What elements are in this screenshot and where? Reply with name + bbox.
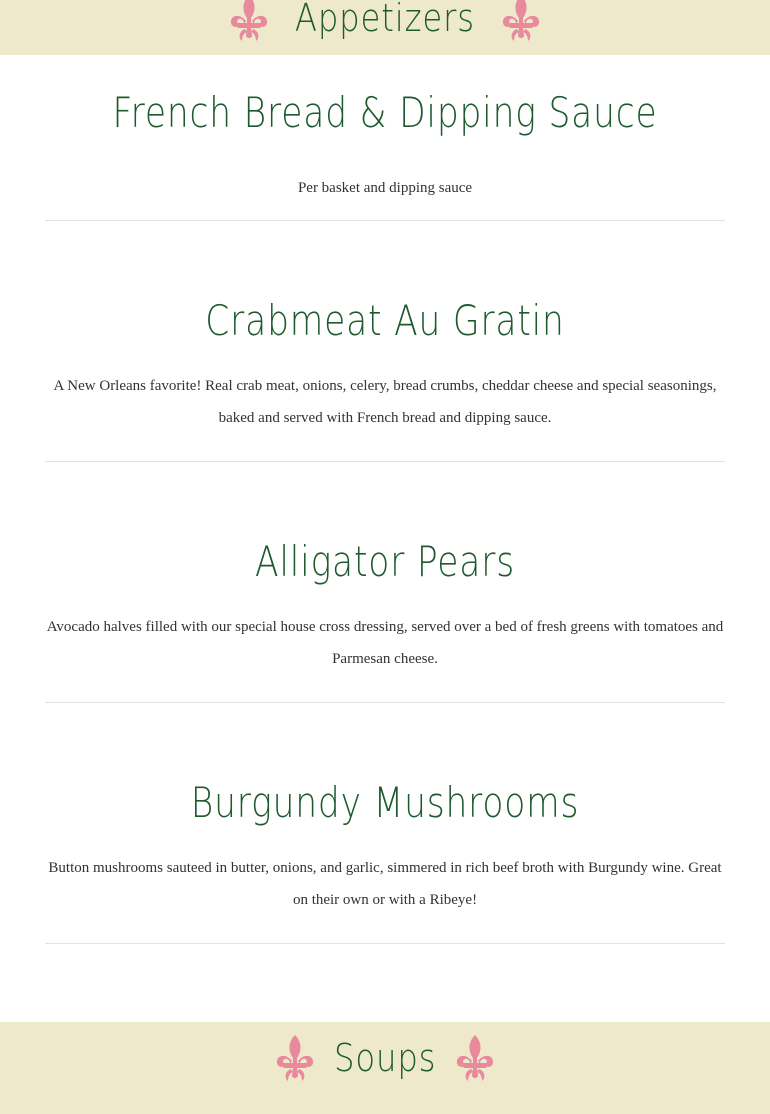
menu-item-title: Burgundy Mushrooms [190,778,580,827]
menu-item-description: Button mushrooms sauteed in butter, onions, and garlic, simmered in rich beef broth with Burgundy wine. Great on their own or with a Ribeye! [48,860,722,908]
menu-item-title: French Bread & Dipping Sauce [112,88,658,137]
fleur-de-lis-icon [455,1033,495,1083]
menu-item-description: Per basket and dipping sauce [297,180,473,196]
fleur-de-lis-icon [229,0,269,43]
section-title: Appetizers [294,0,476,40]
menu-item-description: A New Orleans favorite! Real crab meat, onions, celery, bread crumbs, cheddar cheese and special seasonings, baked and served with French bread and dipping sauce. [53,378,717,426]
fleur-de-lis-icon [501,0,541,43]
menu-item [45,537,725,703]
menu-item-title: Alligator Pears [255,537,515,586]
appetizers-header [0,0,770,55]
menu-item-title: Crabmeat Au Gratin [205,296,565,345]
menu-item-description: Avocado halves filled with our special house cross dressing, served over a bed of fresh greens with tomatoes and Parmesan cheese. [46,619,724,667]
menu-item [45,778,725,944]
fleur-de-lis-icon [275,1033,315,1083]
soups-header [0,1022,770,1114]
menu-item [45,296,725,462]
menu-item [45,88,725,221]
section-title: Soups [333,1036,437,1080]
